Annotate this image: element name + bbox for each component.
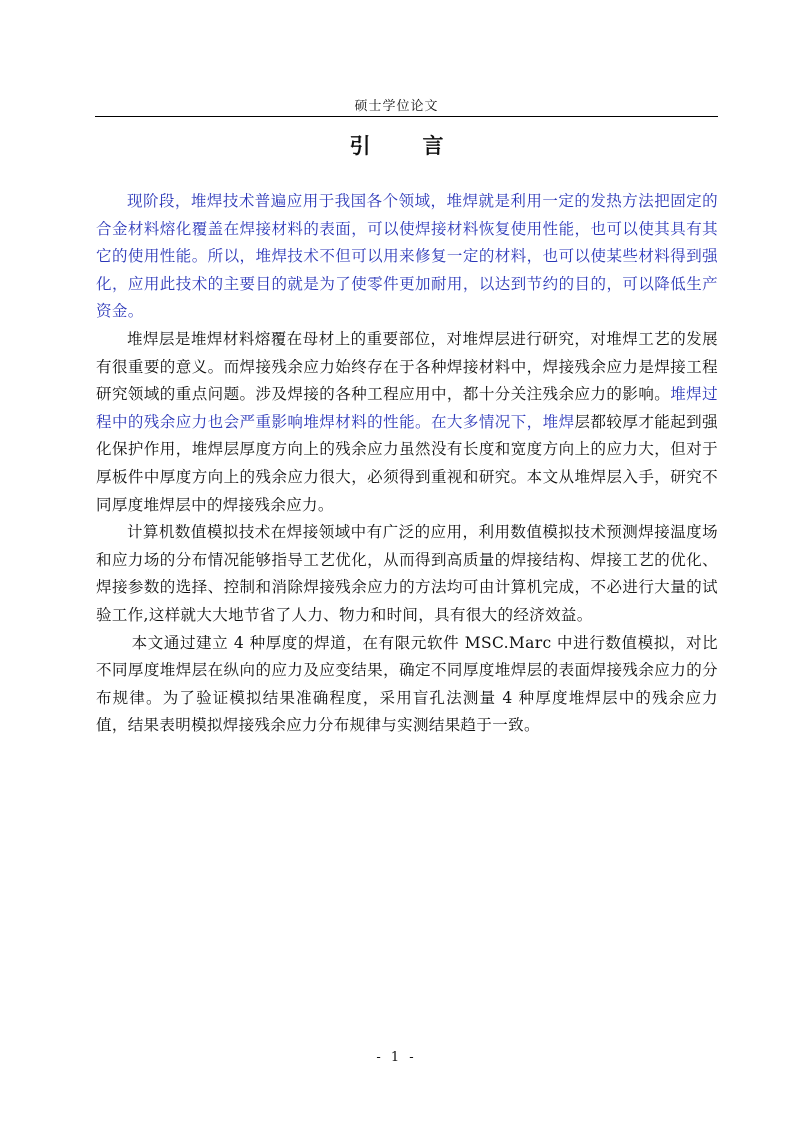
- paragraph-3: 计算机数值模拟技术在焊接领域中有广泛的应用，利用数值模拟技术预测焊接温度场和应力场的分布情况能够指导工艺优化，从而得到高质量的焊接结构、焊接工艺的优化、焊接参数的选择、控制和消除焊接残余应力的方法均可由计算机完成，不必进行大量的试验工作,这样就大大地节省了人力、物力和时间，具有很大的经济效益。: [96, 523, 718, 624]
- page-number: - 1 -: [376, 1050, 417, 1065]
- header-divider: [95, 116, 718, 117]
- paragraph-2-part-1: 堆焊层是堆焊材料熔覆在母材上的重要部位，对堆焊层进行研究，对堆焊工艺的发展有很重要的意义。而焊接残余应力始终存在于各种焊接材料中，焊接残余应力是焊接工程研究领域的重点问题。涉及焊接的各种工程应用中，都十分关注残余应力的影响。: [96, 329, 718, 404]
- title-char-1: 引: [349, 134, 371, 158]
- running-header: 硕士学位论文: [354, 99, 439, 114]
- paragraph-2-part-2: 层都较厚才能起到强化保护作用，堆焊层厚度方向上的残余应力虽然没有长度和宽度方向上的应力大，但对于厚板件中厚度方向上的残余应力很大，必须得到重视和研究。本文从堆焊层入手，研究不同厚度堆焊层中的焊接残余应力。: [96, 412, 718, 514]
- section-title: [0, 130, 793, 160]
- paragraph-1: 现阶段，堆焊技术普遍应用于我国各个领域，堆焊就是利用一定的发热方法把固定的合金材料熔化覆盖在焊接材料的表面，可以使焊接材料恢复使用性能，也可以使其具有其它的使用性能。所以，堆焊技术不但可以用来修复一定的材料，也可以使某些材料得到强化，应用此技术的主要目的就是为了使零件更加耐用，以达到节约的目的，可以降低生产资金。: [96, 192, 718, 321]
- body-text: [96, 188, 718, 740]
- paragraph-2: [96, 326, 718, 519]
- title-char-2: 言: [422, 134, 444, 158]
- paragraph-4: 本文通过建立 4 种厚度的焊道，在有限元软件 MSC.Marc 中进行数值模拟，对比不同厚度堆焊层在纵向的应力及应变结果，确定不同厚度堆焊层的表面焊接残余应力的分布规律。为了验证模拟结果准确程度，采用盲孔法测量 4 种厚度堆焊层中的残余应力值，结果表明模拟焊接残余应力分布规律与实测结果趋于一致。: [96, 633, 718, 735]
- paragraph-2-highlight: 堆焊过程中的残余应力也会严重影响堆焊材料的性能。在大多情况下，堆焊: [96, 385, 718, 431]
